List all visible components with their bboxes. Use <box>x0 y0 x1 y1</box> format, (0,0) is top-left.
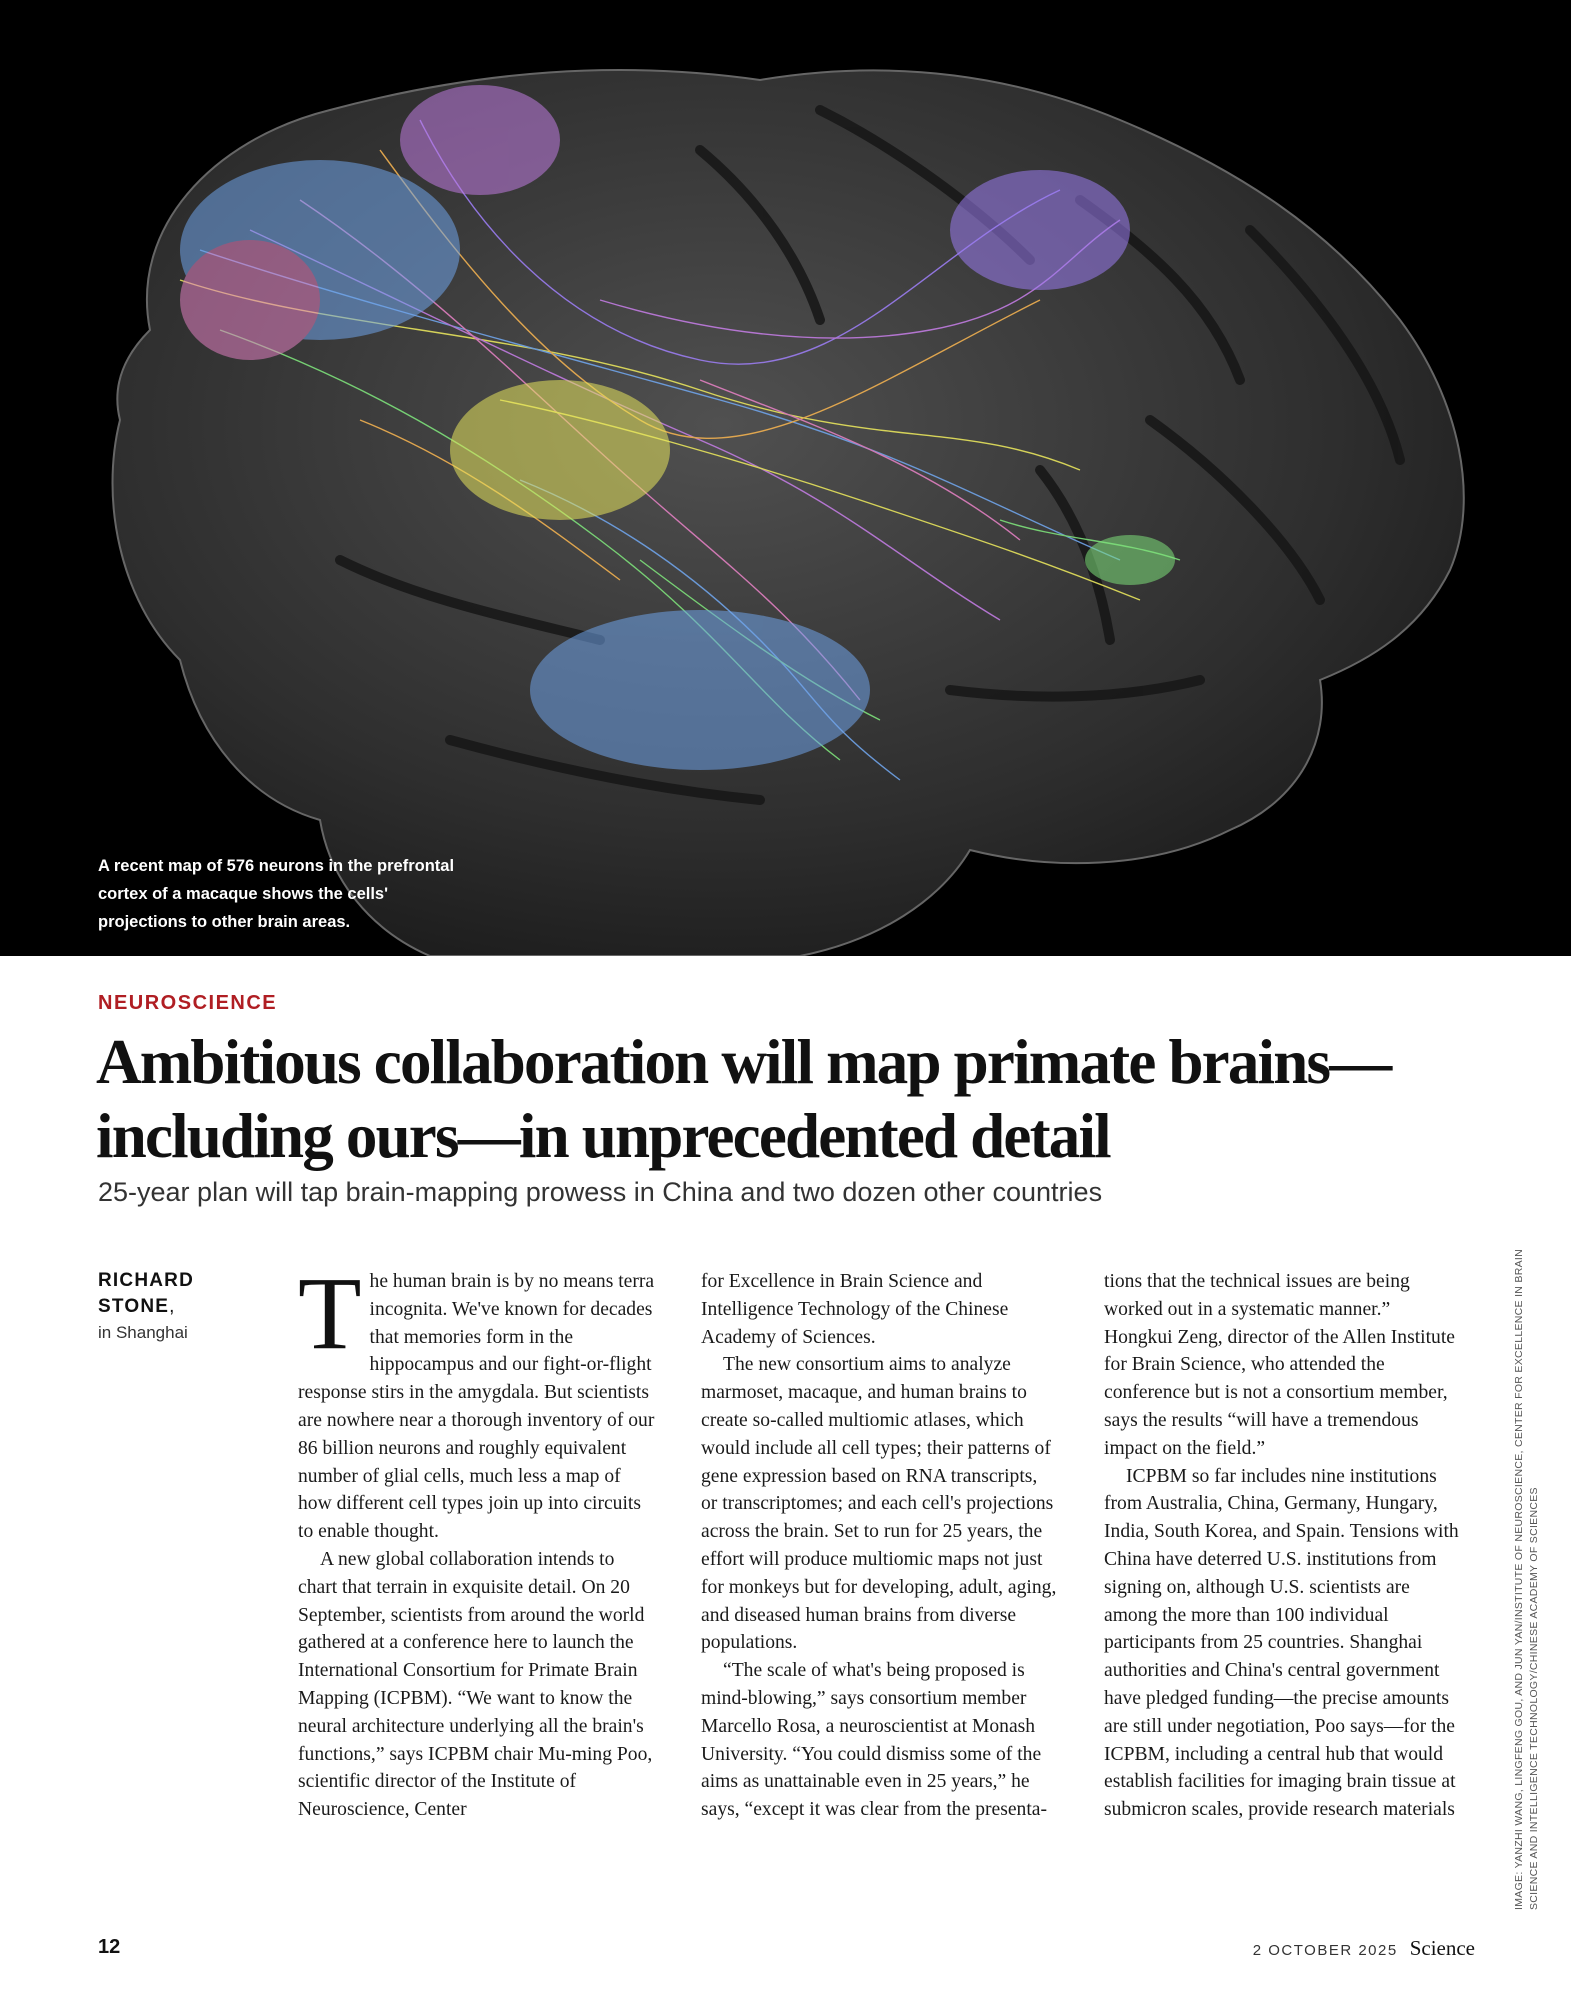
body-column-1 <box>298 1256 655 1824</box>
paragraph: A new global collaboration intends to chart that terrain in exquisite detail. On 20 September, scientists from around the world gathered at a conference here to launch the International Consortium for Primate Brain Mapping (ICPBM). “We want to know the neural architecture underlying all the brain's functions,” says ICPBM chair Mu-ming Poo, scientific director of the Institute of Neuroscience, Center <box>298 1548 653 1821</box>
author-name-last: STONE, <box>98 1296 176 1317</box>
issue-date: 2 OCTOBER 2025 <box>1252 1942 1398 1959</box>
author-location: in Shanghai <box>98 1323 188 1342</box>
paragraph: The new consortium aims to analyze marmoset, macaque, and human brains to create so-called multiomic atlases, which would include all cell types; their patterns of gene expression based on RNA transcripts, or transcriptomes; and each cell's projections across the brain. Set to run for 25 years, the effort will produce multiomic maps not just for monkeys but for developing, adult, aging, and diseased human brains from diverse populations. <box>701 1354 1057 1654</box>
journal-logo: Science <box>1409 1936 1475 1960</box>
image-credit: IMAGE: YANZHI WANG, LINGFENG GOU, AND JUN YAN/INSTITUTE OF NEUROSCIENCE, CENTER FOR EXCELLENCE IN BRAIN SCIENCE AND INTELLIGENCE TECHNOLOGY/CHINESE ACADEMY OF SCIENCES <box>1513 1249 1540 1910</box>
image-caption: A recent map of 576 neurons in the prefrontal cortex of a macaque shows the cells' projections to other brain areas. <box>98 857 455 931</box>
paragraph: ICPBM so far includes nine institutions from Australia, China, Germany, Hungary, India, South Korea, and Spain. Tensions with China have deterred U.S. institutions from signing on, although U.S. scientists are among the more than 100 individual participants from 25 countries. Shanghai authorities and China's central government have pledged funding—the precise amounts are still under negotiation, Poo says—for the ICPBM, including a central hub that would establish facilities for imaging brain tissue at submicron scales, provide research materials <box>1104 1465 1459 1821</box>
byline <box>98 1268 194 1343</box>
footer-date-brand <box>1253 1936 1475 1961</box>
paragraph: tions that the technical issues are being worked out in a systematic manner.” Hongkui Zeng, director of the Allen Institute for Brain Science, who attended the conference but is not a consortium member, says the results “will have a tremendous impact on the field.” <box>1104 1271 1455 1459</box>
headline: Ambitious collaboration will map primate brains—including ours—in unprecedented detail <box>96 1027 1391 1171</box>
author-name-first: RICHARD <box>98 1270 195 1291</box>
paragraph: for Excellence in Brain Science and Intelligence Technology of the Chinese Academy of Sciences. <box>701 1271 1009 1348</box>
paragraph: he human brain is by no means terra incognita. We've known for decades that memories form in the hippocampus and our fight-or-flight response stirs in the amygdala. But scientists are nowhere near a thorough inventory of our 86 billion neurons and roughly equivalent number of glial cells, much less a map of how different cell types join up into circuits to enable thought. <box>298 1271 655 1543</box>
page-number: 12 <box>98 1936 121 1958</box>
drop-cap: T <box>298 1256 362 1371</box>
hero-image <box>0 0 1571 956</box>
section-label: NEUROSCIENCE <box>98 992 278 1014</box>
body-column-3 <box>1104 1268 1461 1824</box>
body-column-2 <box>701 1268 1058 1824</box>
subheadline: 25-year plan will tap brain-mapping prowess in China and two dozen other countries <box>98 1177 1103 1207</box>
paragraph: “The scale of what's being proposed is mind-blowing,” says consortium member Marcello Rosa, a neuroscientist at Monash University. “You could dismiss some of the aims as unattainable even in 25 years,” he says, “except it was clear from the presenta- <box>701 1660 1047 1821</box>
brain-neuron-map-illustration <box>0 0 1571 956</box>
